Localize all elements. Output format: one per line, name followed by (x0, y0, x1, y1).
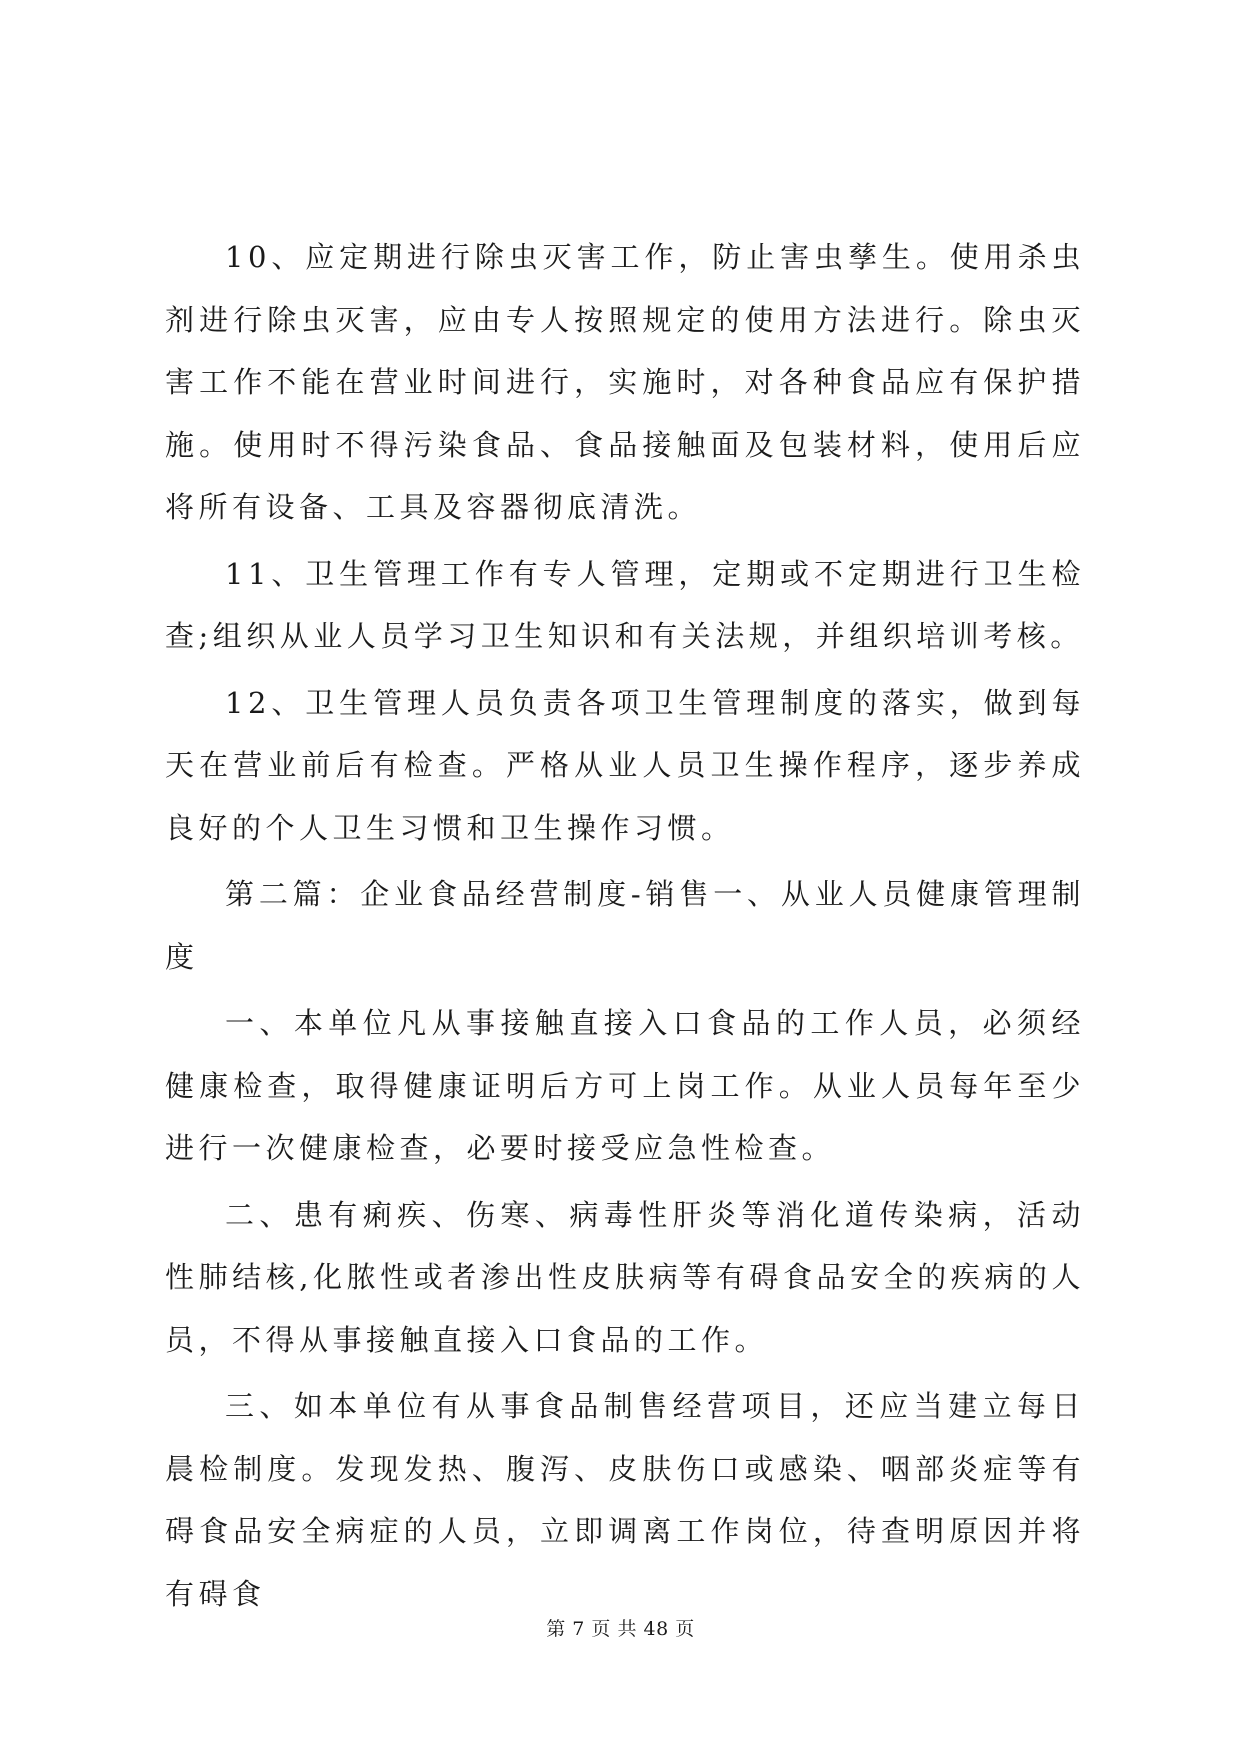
paragraph-11: 11、卫生管理工作有专人管理，定期或不定期进行卫生检查;组织从业人员学习卫生知识和有关法规，并组织培训考核。 (165, 556, 1085, 653)
paragraph-item-1: 一、本单位凡从事接触直接入口食品的工作人员，必须经健康检查，取得健康证明后方可上岗工作。从业人员每年至少进行一次健康检查，必要时接受应急性检查。 (165, 1006, 1085, 1165)
document-body (165, 226, 1085, 1625)
section-heading-paragraph: 第二篇：企业食品经营制度-销售一、从业人员健康管理制度 (165, 877, 1085, 974)
page-footer: 第 7 页 共 48 页 (546, 1618, 695, 1640)
paragraph-item-2: 二、患有痢疾、伤寒、病毒性肝炎等消化道传染病，活动性肺结核,化脓性或者渗出性皮肤病等有碍食品安全的疾病的人员，不得从事接触直接入口食品的工作。 (165, 1197, 1085, 1357)
paragraph-12: 12、卫生管理人员负责各项卫生管理制度的落实，做到每天在营业前后有检查。严格从业人员卫生操作程序，逐步养成良好的个人卫生习惯和卫生操作习惯。 (165, 685, 1085, 845)
paragraph-item-3: 三、如本单位有从事食品制售经营项目，还应当建立每日晨检制度。发现发热、腹泻、皮肤伤口或感染、咽部炎症等有碍食品安全病症的人员，立即调离工作岗位，待查明原因并将有碍食 (165, 1389, 1085, 1611)
paragraph-10: 10、应定期进行除虫灭害工作，防止害虫孳生。使用杀虫剂进行除虫灭害，应由专人按照规定的使用方法进行。除虫灭害工作不能在营业时间进行，实施时，对各种食品应有保护措施。使用时不得污染食品、食品接触面及包装材料，使用后应将所有设备、工具及容器彻底清洗。 (165, 240, 1085, 524)
